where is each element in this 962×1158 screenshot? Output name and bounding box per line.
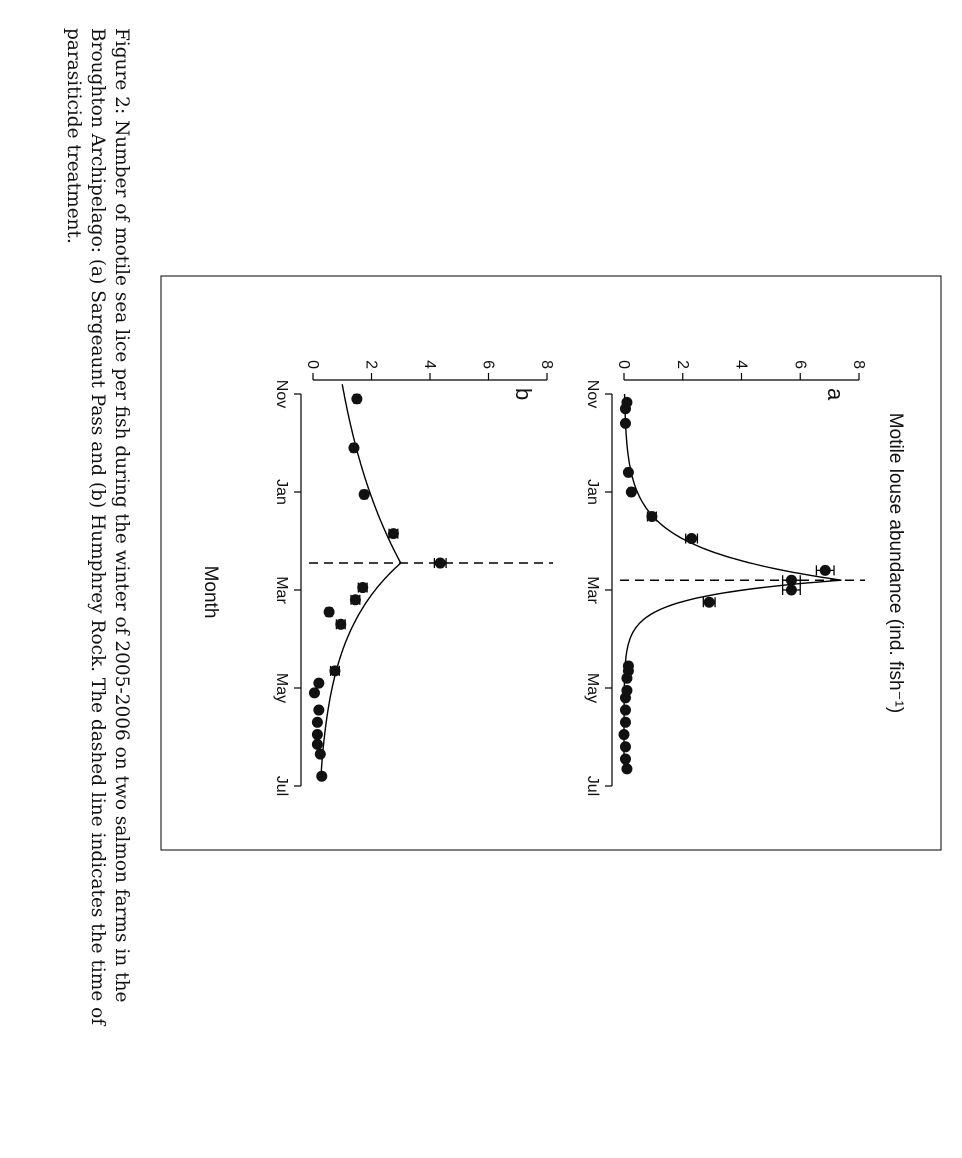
- data-point-b-17: [316, 771, 327, 782]
- y-tick-label-a-0: 0: [615, 360, 632, 369]
- data-point-a-21: [621, 763, 632, 774]
- y-tick-label-a-2: 4: [732, 360, 750, 369]
- data-point-b-15: [312, 739, 323, 750]
- data-point-b-16: [315, 749, 326, 760]
- panel-letter-b: b: [511, 388, 536, 401]
- data-point-b-9: [329, 665, 340, 676]
- data-point-a-13: [621, 673, 632, 684]
- data-point-b-14: [312, 729, 323, 740]
- data-point-b-11: [309, 687, 320, 698]
- data-point-a-6: [686, 533, 697, 544]
- data-point-a-20: [620, 754, 631, 765]
- data-point-b-13: [312, 717, 323, 728]
- data-point-b-2: [359, 489, 370, 500]
- caption-line-1: Figure 2: Number of motile sea lice per fish during the winter of 2005-2006 on two salmon farms in the: [111, 28, 132, 1003]
- figure-caption: [63, 28, 132, 1026]
- x-tick-label-b-2: Mar: [273, 576, 290, 604]
- y-tick-label-a-3: 6: [791, 360, 809, 369]
- y-tick-label-b-1: 2: [362, 360, 380, 369]
- y-tick-label-a-4: 8: [850, 360, 867, 369]
- data-point-b-1: [348, 442, 359, 453]
- data-point-a-16: [620, 705, 631, 716]
- data-point-a-9: [786, 585, 797, 596]
- y-tick-label-a-1: 2: [673, 360, 691, 369]
- panel-letter-a: a: [823, 388, 848, 401]
- fit-curve-a: [624, 394, 841, 771]
- caption-line-3: parasiticide treatment.: [63, 28, 84, 244]
- x-tick-label-a-4: Jul: [584, 775, 601, 797]
- data-point-b-3: [388, 528, 399, 539]
- panel-b: [273, 360, 555, 796]
- x-tick-label-a-2: Mar: [584, 576, 601, 604]
- fit-curve-b: [321, 384, 401, 776]
- x-tick-label-b-1: Jan: [273, 479, 290, 505]
- x-tick-label-a-1: Jan: [584, 479, 601, 505]
- y-tick-label-b-0: 0: [304, 360, 321, 369]
- x-axis-title: Month: [200, 565, 221, 619]
- y-tick-label-b-3: 6: [479, 360, 497, 369]
- x-tick-label-b-4: Jul: [273, 775, 290, 797]
- caption-line-2: Broughton Archipelago: (a) Sargeaunt Pass and (b) Humphrey Rock. The dashed line indicates the time of: [87, 28, 108, 1026]
- data-point-a-2: [620, 418, 631, 429]
- data-point-b-0: [351, 393, 362, 404]
- chart-area: [200, 360, 906, 796]
- data-point-a-8: [786, 575, 797, 586]
- data-point-b-12: [313, 705, 324, 716]
- data-point-b-8: [335, 619, 346, 630]
- data-point-b-7: [324, 607, 335, 618]
- data-point-b-4: [435, 558, 446, 569]
- panel-a: [584, 360, 867, 796]
- y-axis-title: Motile louse abundance (ind. fish⁻¹): [885, 412, 906, 714]
- data-point-a-19: [620, 741, 631, 752]
- data-point-a-10: [704, 597, 715, 608]
- data-point-a-18: [619, 729, 630, 740]
- data-point-b-6: [350, 594, 361, 605]
- data-point-a-15: [620, 692, 631, 703]
- x-tick-label-b-0: Nov: [273, 379, 290, 409]
- x-tick-label-a-0: Nov: [584, 379, 601, 409]
- data-point-a-3: [623, 467, 634, 478]
- data-point-b-5: [357, 582, 368, 593]
- data-point-a-1: [620, 403, 631, 414]
- y-tick-label-b-4: 8: [538, 360, 555, 369]
- data-point-b-10: [313, 678, 324, 689]
- x-tick-label-a-3: May: [584, 672, 601, 704]
- y-tick-label-b-2: 4: [421, 360, 438, 369]
- x-tick-label-b-3: May: [273, 672, 290, 704]
- data-point-a-4: [626, 487, 637, 498]
- data-point-a-17: [620, 717, 631, 728]
- data-point-a-7: [820, 565, 831, 576]
- data-point-a-5: [646, 511, 657, 522]
